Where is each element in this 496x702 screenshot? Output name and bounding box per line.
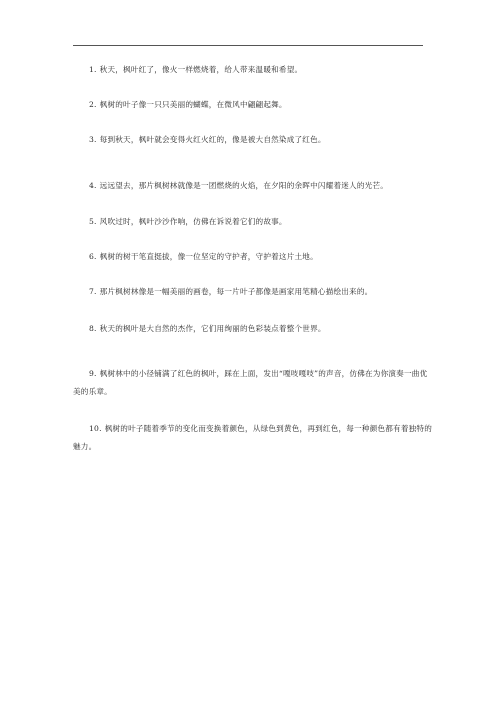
item-number: 4. [89,181,97,190]
header-rule [73,45,423,46]
list-item [73,213,433,231]
item-number: 5. [89,217,97,226]
item-text: 秋天，枫叶红了，像火一样燃烧着，给人带来温暖和希望。 [99,65,303,74]
list-item [73,283,433,301]
item-number: 1. [89,65,97,74]
item-number: 7. [89,287,97,296]
item-number: 8. [89,324,97,333]
list-item [73,420,433,456]
item-number: 9. [89,369,97,378]
item-text: 秋天的枫叶是大自然的杰作，它们用绚丽的色彩装点着整个世界。 [99,324,326,333]
item-text: 枫树的树干笔直挺拔，像一位坚定的守护者，守护着这片土地。 [99,252,318,261]
item-text: 那片枫树林像是一幅美丽的画卷，每一片叶子都像是画家用笔精心描绘出来的。 [99,287,373,296]
item-number: 6. [89,252,97,261]
list-item [73,248,433,266]
item-number: 3. [89,135,97,144]
item-number: 10. [89,424,102,433]
item-text: 枫树的叶子随着季节的变化而变换着颜色，从绿色到黄色，再到红色，每一种颜色都有着独特的魅力。 [73,424,433,451]
list-item [73,320,433,338]
item-text: 枫树林中的小径铺满了红色的枫叶，踩在上面，发出“嘎吱嘎吱”的声音，仿佛在为你演奏一曲优美的乐章。 [73,369,428,396]
item-text: 风吹过时，枫叶沙沙作响，仿佛在诉说着它们的故事。 [99,217,287,226]
item-number: 2. [89,100,97,109]
list-item [73,131,433,149]
item-text: 远远望去，那片枫树林就像是一团燃烧的火焰，在夕阳的余晖中闪耀着迷人的光芒。 [99,181,389,190]
list-item [73,177,433,195]
item-text: 枫树的叶子像一只只美丽的蝴蝶，在微风中翩翩起舞。 [99,100,287,109]
list-item [73,365,433,401]
list-item [73,96,433,114]
list-item [73,61,433,79]
item-text: 每到秋天，枫叶就会变得火红火红的，像是被大自然染成了红色。 [99,135,326,144]
